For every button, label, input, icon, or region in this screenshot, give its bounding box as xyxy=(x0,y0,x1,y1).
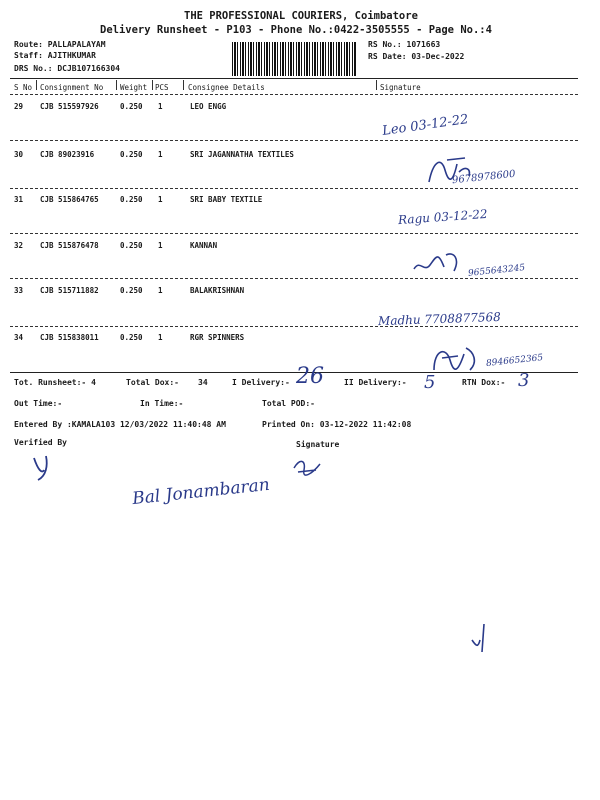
company-title: THE PROFESSIONAL COURIERS, Coimbatore xyxy=(184,10,418,22)
row-consignee: SRI JAGANNATHA TEXTILES xyxy=(190,150,294,159)
signature-32: 9655643245 xyxy=(467,263,526,279)
col-consignment: Consignment No xyxy=(40,83,104,92)
col-pcs: PCS xyxy=(155,83,169,92)
row-weight: 0.250 xyxy=(120,150,143,159)
signature-label: Signature xyxy=(296,440,340,449)
in-time: In Time:- xyxy=(140,399,184,408)
col-sno: S No xyxy=(14,83,33,92)
signature-30: 9678978600 xyxy=(451,168,517,187)
row-pcs: 1 xyxy=(158,150,163,159)
signature-31: Ragu 03-12-22 xyxy=(397,206,488,228)
row-pcs: 1 xyxy=(158,241,163,250)
staff-label: Staff: AJITHKUMAR xyxy=(14,51,96,60)
rtn-dox-label: RTN Dox:- xyxy=(462,378,506,387)
row-consignment: CJB 515597926 xyxy=(40,102,99,111)
signature-29: Leo 03-12-22 xyxy=(381,112,470,139)
row-sno: 33 xyxy=(14,286,24,295)
printed-on: Printed On: 03-12-2022 11:42:08 xyxy=(262,420,412,429)
row-sno: 30 xyxy=(14,150,24,159)
verifier-signature: Bal Jonambaran xyxy=(131,474,271,510)
row-consignment: CJB 515838011 xyxy=(40,333,99,342)
row-consignment: CJB 515876478 xyxy=(40,241,99,250)
row-consignee: BALAKRISHNAN xyxy=(190,286,245,295)
runsheet-title: Delivery Runsheet - P103 - Phone No.:0422-3505555 - Page No.:4 xyxy=(100,24,492,36)
rs-number: RS No.: 1071663 xyxy=(368,40,441,49)
row-weight: 0.250 xyxy=(120,286,143,295)
row-weight: 0.250 xyxy=(120,195,143,204)
col-weight: Weight xyxy=(120,83,148,92)
row-weight: 0.250 xyxy=(120,241,143,250)
row-weight: 0.250 xyxy=(120,102,143,111)
row-weight: 0.250 xyxy=(120,333,143,342)
signature-34-scribble xyxy=(428,340,488,376)
total-pod: Total POD:- xyxy=(262,399,315,408)
signature-33: Madhu 7708877568 xyxy=(377,309,501,329)
row-sno: 34 xyxy=(14,333,24,342)
total-dox-value: 34 xyxy=(198,378,208,387)
drs-number: DRS No.: DCJB107166304 xyxy=(14,64,120,73)
signature-32-scribble xyxy=(410,245,470,279)
row-consignee: LEO ENGG xyxy=(190,102,227,111)
signature-34: 8946652365 xyxy=(485,353,544,369)
rs-date: RS Date: 03-Dec-2022 xyxy=(368,52,465,61)
row-consignee: RGR SPINNERS xyxy=(190,333,245,342)
row-sno: 32 xyxy=(14,241,24,250)
ii-delivery-label: II Delivery:- xyxy=(344,378,407,387)
stray-mark xyxy=(466,620,496,654)
out-time: Out Time:- xyxy=(14,399,63,408)
verified-by-label: Verified By xyxy=(14,438,67,447)
row-consignee: SRI BABY TEXTILE xyxy=(190,195,263,204)
row-sno: 29 xyxy=(14,102,24,111)
entered-by: Entered By :KAMALA103 12/03/2022 11:40:48 AM xyxy=(14,420,226,429)
row-consignment: CJB 515711882 xyxy=(40,286,99,295)
row-consignee: KANNAN xyxy=(190,241,218,250)
row-pcs: 1 xyxy=(158,286,163,295)
row-pcs: 1 xyxy=(158,102,163,111)
rtn-dox-value: 3 xyxy=(518,370,530,391)
i-delivery-label: I Delivery:- xyxy=(232,378,290,387)
i-delivery-value: 26 xyxy=(296,364,324,389)
row-consignment: CJB 89023916 xyxy=(40,150,95,159)
col-consignee: Consignee Details xyxy=(188,83,265,92)
row-pcs: 1 xyxy=(158,195,163,204)
verified-by-scribble xyxy=(30,452,62,482)
barcode xyxy=(232,42,356,76)
row-consignment: CJB 515864765 xyxy=(40,195,99,204)
row-pcs: 1 xyxy=(158,333,163,342)
total-dox-label: Total Dox:- xyxy=(126,378,179,387)
row-sno: 31 xyxy=(14,195,24,204)
ii-delivery-value: 5 xyxy=(424,372,436,393)
col-signature: Signature xyxy=(380,83,421,92)
route-label: Route: PALLAPALAYAM xyxy=(14,40,106,49)
staff-signature-scribble xyxy=(290,454,324,476)
tot-runsheet: Tot. Runsheet:- 4 xyxy=(14,378,96,387)
